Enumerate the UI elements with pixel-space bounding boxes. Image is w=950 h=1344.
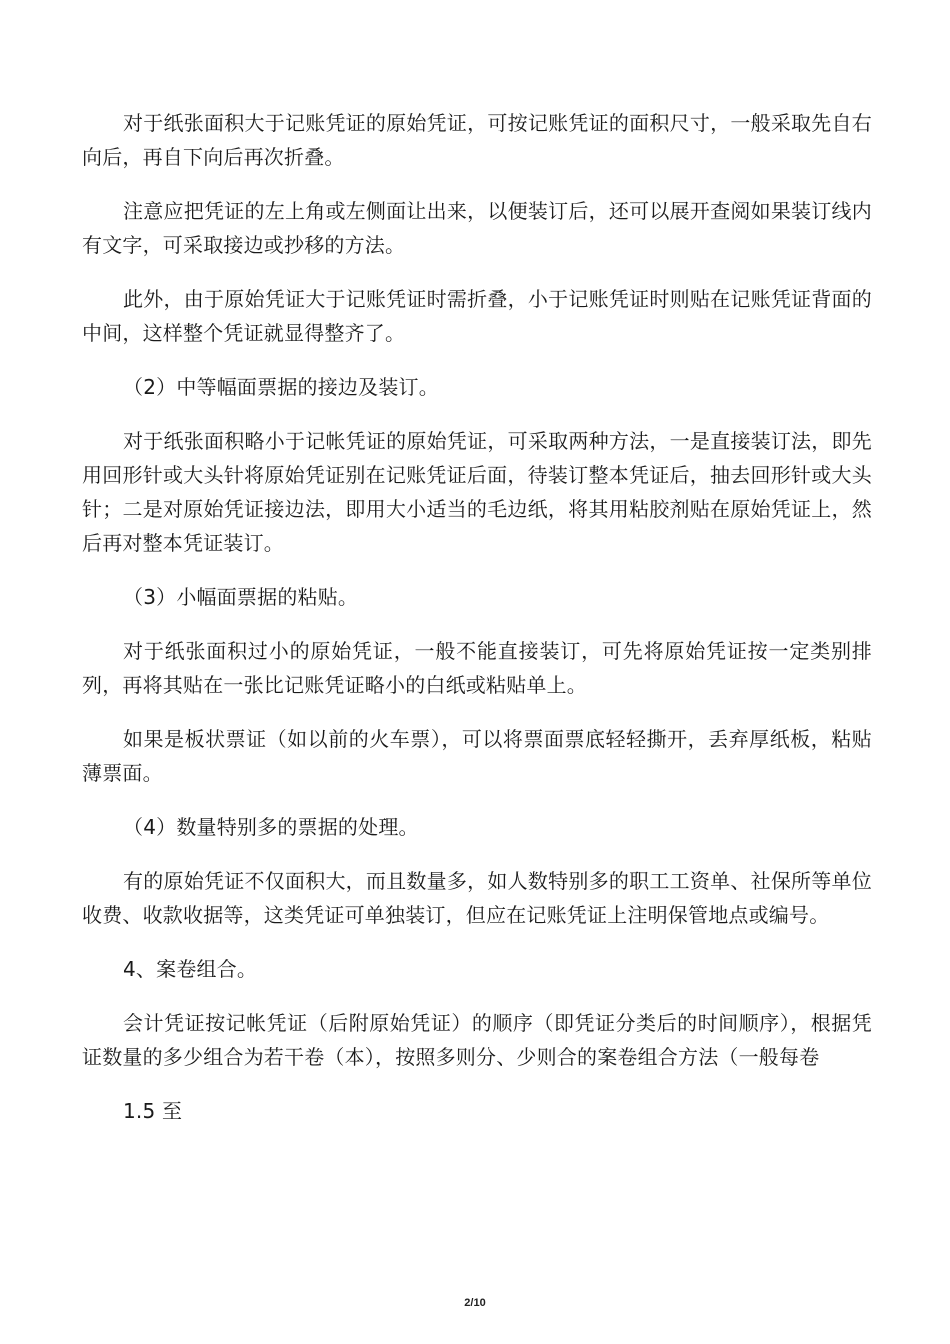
page-number: 2/10 [464, 1297, 486, 1309]
heading-file-combination: 4、案卷组合。 [123, 957, 258, 981]
heading-small-bills: （3）小幅面票据的粘贴。 [123, 585, 359, 609]
paragraph-medium-bills-method: 对于纸张面积略小于记帐凭证的原始凭证，可采取两种方法，一是直接装订法，即先用回形针或大头针将原始凭证别在记账凭证后面，待装订整本凭证后，抽去回形针或大头针；二是对原始凭证接边法，即用大小适当的毛边纸，将其用粘胶剂贴在原始凭证上，然后再对整本凭证装订。 [82, 429, 872, 555]
paragraph-fold-large-vouchers: 对于纸张面积大于记账凭证的原始凭证，可按记账凭证的面积尺寸，一般采取先自右向后，再自下向后再次折叠。 [82, 111, 872, 169]
paragraph-file-combination-method: 会计凭证按记帐凭证（后附原始凭证）的顺序（即凭证分类后的时间顺序），根据凭证数量的多少组合为若干卷（本），按照多则分、少则合的案卷组合方法（一般每卷 [82, 1011, 872, 1069]
paragraph-small-bills-method: 对于纸张面积过小的原始凭证，一般不能直接装订，可先将原始凭证按一定类别排列，再将其贴在一张比记账凭证略小的白纸或粘贴单上。 [82, 639, 872, 697]
paragraph-fragment: 1.5 至 [123, 1099, 183, 1123]
document-body [82, 106, 872, 1148]
heading-medium-bills: （2）中等幅面票据的接边及装订。 [123, 375, 439, 399]
paragraph-leave-corner: 注意应把凭证的左上角或左侧面让出来，以便装订后，还可以展开查阅如果装订线内有文字，可采取接边或抄移的方法。 [82, 199, 872, 257]
heading-large-quantity-bills: （4）数量特别多的票据的处理。 [123, 815, 419, 839]
paragraph-large-quantity-method: 有的原始凭证不仅面积大，而且数量多，如人数特别多的职工工资单、社保所等单位收费、收款收据等，这类凭证可单独装订，但应在记账凭证上注明保管地点或编号。 [82, 869, 872, 927]
paragraph-board-tickets: 如果是板状票证（如以前的火车票），可以将票面票底轻轻撕开，丢弃厚纸板，粘贴薄票面。 [82, 727, 872, 785]
paragraph-neat-vouchers: 此外，由于原始凭证大于记账凭证时需折叠，小于记账凭证时则贴在记账凭证背面的中间，这样整个凭证就显得整齐了。 [82, 287, 872, 345]
